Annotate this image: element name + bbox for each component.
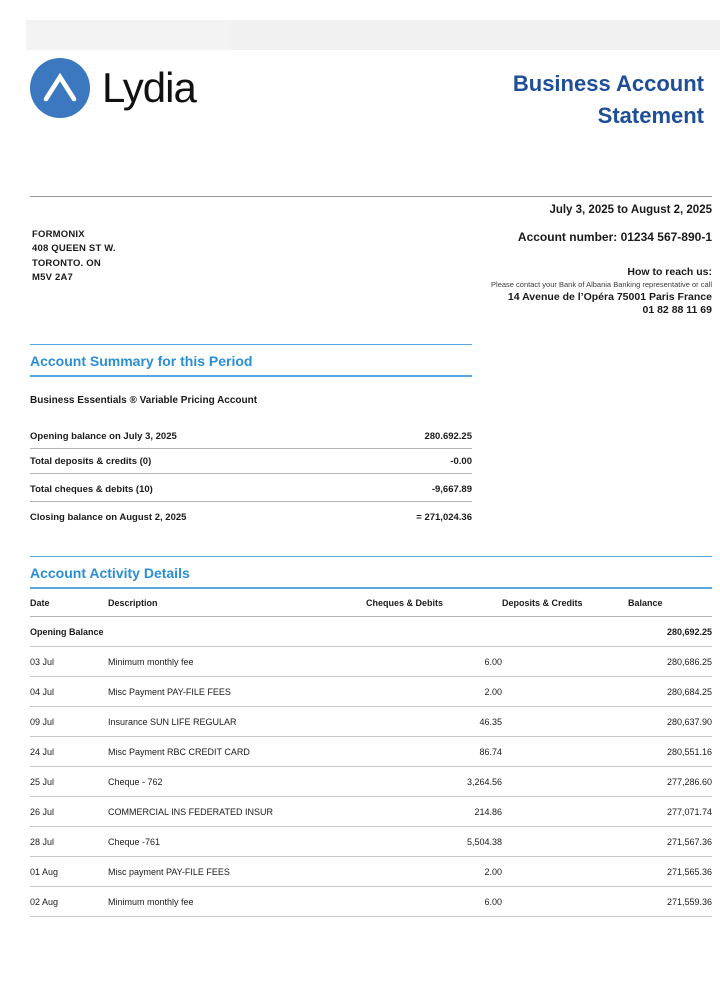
cell-description: COMMERCIAL INS FEDERATED INSUR (108, 797, 366, 827)
cell-deposits (502, 707, 628, 737)
cell-balance: 277,286.60 (628, 767, 712, 797)
customer-address-block (32, 228, 116, 285)
cell-cheques: 2.00 (366, 677, 502, 707)
cell-balance: 280,637.90 (628, 707, 712, 737)
table-row (30, 767, 712, 797)
cell-description: Misc Payment RBC CREDIT CARD (108, 737, 366, 767)
cell-cheques (366, 617, 502, 647)
cell-deposits (502, 887, 628, 917)
table-row (30, 887, 712, 917)
cell-deposits (502, 857, 628, 887)
cell-cheques: 6.00 (366, 647, 502, 677)
cell-description: Insurance SUN LIFE REGULAR (108, 707, 366, 737)
page-title-line2: Statement (597, 102, 704, 128)
statement-content (30, 0, 712, 128)
contact-heading: How to reach us: (627, 266, 712, 278)
customer-city: TORONTO. ON (32, 257, 101, 269)
cell-balance: 271,565.36 (628, 857, 712, 887)
account-activity-section (30, 556, 712, 917)
account-summary-section (30, 344, 472, 529)
cell-deposits (502, 827, 628, 857)
customer-name: FORMONIX (32, 229, 85, 240)
activity-rule-top (30, 556, 712, 557)
summary-row (30, 502, 472, 530)
account-number: Account number: 01234 567-890-1 (517, 230, 712, 244)
cell-balance: 271,559.36 (628, 887, 712, 917)
cell-description: Misc payment PAY-FILE FEES (108, 857, 366, 887)
cell-description: Cheque -761 (108, 827, 366, 857)
activity-table-body (30, 617, 712, 917)
cell-cheques: 2.00 (366, 857, 502, 887)
summary-table (30, 424, 472, 529)
cell-date: 09 Jul (30, 707, 108, 737)
summary-heading: Account Summary for this Period (30, 353, 253, 369)
cell-date: 03 Jul (30, 647, 108, 677)
cell-cheques: 46.35 (366, 707, 502, 737)
brand-logo (30, 58, 196, 118)
cell-balance: 280,684.25 (628, 677, 712, 707)
cell-cheques: 5,504.38 (366, 827, 502, 857)
cell-date: 24 Jul (30, 737, 108, 767)
info-band (30, 200, 712, 330)
column-header-date: Date (30, 589, 108, 617)
cell-cheques: 3,264.56 (366, 767, 502, 797)
cell-description: Minimum monthly fee (108, 647, 366, 677)
cell-date: 04 Jul (30, 677, 108, 707)
column-header-cheques: Cheques & Debits (366, 589, 502, 617)
summary-label: Total deposits & credits (0) (30, 449, 356, 474)
page-title-line1: Business Account (512, 71, 704, 96)
activity-table (30, 589, 712, 917)
table-row (30, 857, 712, 887)
summary-label: Opening balance on July 3, 2025 (30, 431, 177, 442)
brand-name: Lydia (102, 64, 196, 111)
cell-cheques: 214.86 (366, 797, 502, 827)
table-row (30, 617, 712, 647)
cell-description: Minimum monthly fee (108, 887, 366, 917)
customer-postal: M5V 2A7 (32, 271, 74, 283)
summary-row (30, 449, 472, 474)
page-title (374, 68, 704, 132)
table-row (30, 707, 712, 737)
cell-deposits (502, 617, 628, 647)
column-header-balance: Balance (628, 589, 712, 617)
cell-deposits (502, 797, 628, 827)
summary-rule-bottom (30, 375, 472, 377)
table-row (30, 647, 712, 677)
cell-description: Misc Payment PAY-FILE FEES (108, 677, 366, 707)
summary-amount: 280.692.25 (424, 431, 472, 442)
cell-deposits (502, 737, 628, 767)
summary-amount: = 271,024.36 (356, 502, 472, 530)
cell-date: 01 Aug (30, 857, 108, 887)
statement-period: July 3, 2025 to August 2, 2025 (549, 204, 712, 216)
cell-date: 26 Jul (30, 797, 108, 827)
summary-amount: -9,667.89 (356, 474, 472, 502)
account-info-block (282, 204, 712, 316)
summary-label: Total cheques & debits (10) (30, 474, 356, 502)
cell-deposits (502, 647, 628, 677)
column-header-description: Description (108, 589, 366, 617)
summary-row (30, 424, 472, 449)
cell-deposits (502, 677, 628, 707)
cell-balance: 277,071.74 (628, 797, 712, 827)
chevron-up-mark-icon (30, 58, 90, 118)
masthead-divider (30, 196, 712, 197)
cell-cheques: 6.00 (366, 887, 502, 917)
contact-address: 14 Avenue de l’Opéra 75001 Paris France (507, 291, 712, 303)
cell-balance: 271,567.36 (628, 827, 712, 857)
summary-label: Closing balance on August 2, 2025 (30, 502, 356, 530)
summary-row (30, 474, 472, 502)
opening-balance-label: Opening Balance (30, 617, 366, 647)
plan-name: Business Essentials ® Variable Pricing Account (30, 395, 258, 406)
table-header-row (30, 589, 712, 617)
cell-date: 25 Jul (30, 767, 108, 797)
cell-balance: 280,551.16 (628, 737, 712, 767)
cell-description: Cheque - 762 (108, 767, 366, 797)
table-row (30, 737, 712, 767)
cell-balance: 280,686.25 (628, 647, 712, 677)
cell-date: 02 Aug (30, 887, 108, 917)
contact-phone: 01 82 88 11 69 (642, 304, 712, 316)
table-row (30, 677, 712, 707)
cell-cheques: 86.74 (366, 737, 502, 767)
summary-amount: -0.00 (356, 449, 472, 474)
activity-heading: Account Activity Details (30, 565, 190, 581)
contact-instruction: Please contact your Bank of Albania Banking representative or call (491, 280, 712, 289)
cell-deposits (502, 767, 628, 797)
table-row (30, 827, 712, 857)
summary-rule-top (30, 344, 472, 345)
column-header-deposits: Deposits & Credits (502, 589, 628, 617)
masthead (30, 0, 712, 128)
cell-date: 28 Jul (30, 827, 108, 857)
opening-balance-amount: 280,692.25 (628, 617, 712, 647)
customer-street: 408 QUEEN ST W. (32, 243, 116, 255)
table-row (30, 797, 712, 827)
